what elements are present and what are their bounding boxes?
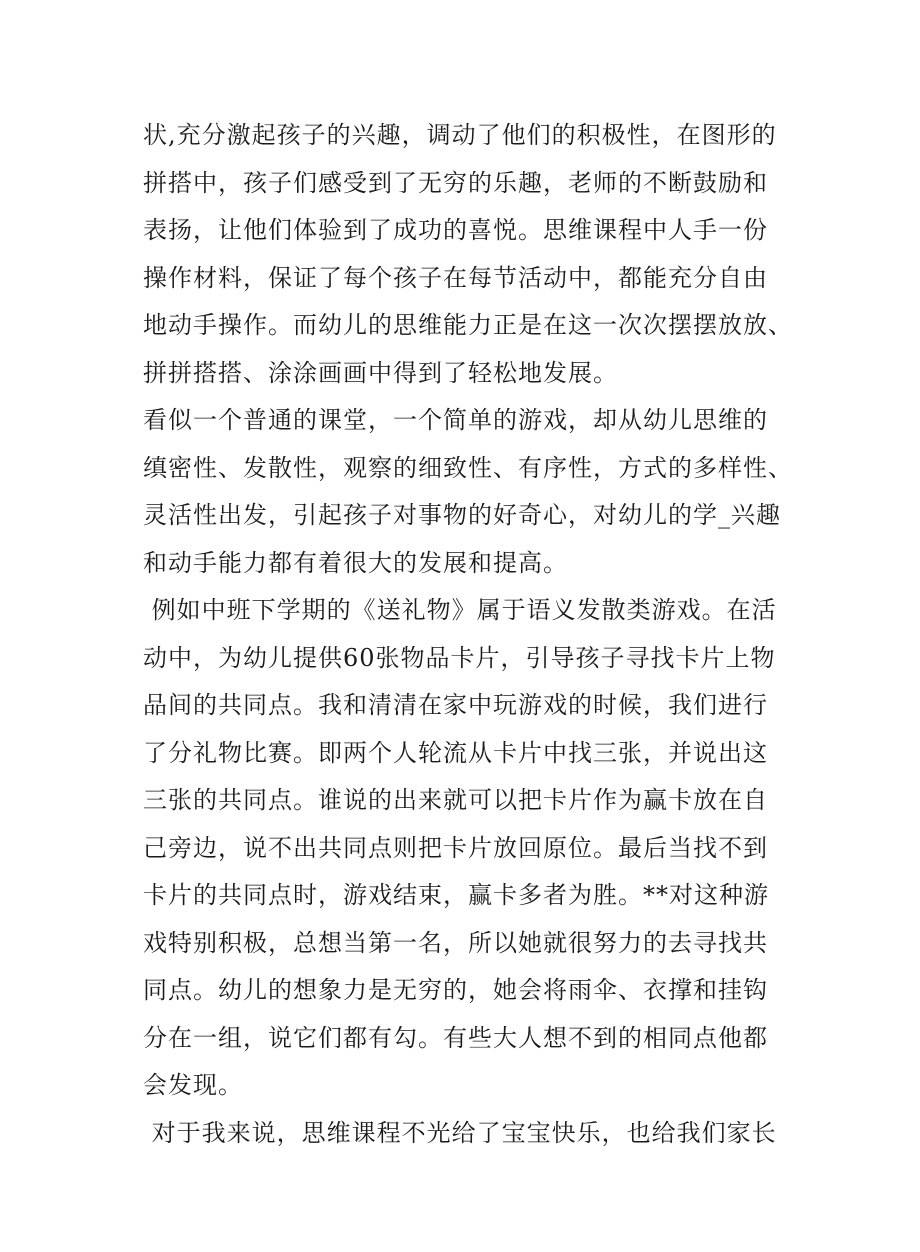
text-line: 操作材料，保证了每个孩子在每节活动中，都能充分自由: [143, 263, 768, 292]
text-line: 三张的共同点。谁说的出来就可以把卡片作为赢卡放在自: [143, 786, 768, 814]
text-line: 同点。幼儿的想象力是无穷的，她会将雨伞、衣撑和挂钩: [143, 976, 768, 1004]
body-text: [143, 112, 793, 1157]
text-line: 会发现。: [143, 1071, 243, 1099]
text-line: 了分礼物比赛。即两个人轮流从卡片中找三张，并说出这: [143, 738, 768, 767]
text-line: 分在一组，说它们都有勾。有些大人想不到的相同点他都: [143, 1023, 768, 1052]
text-line: 地动手操作。而幼儿的思维能力正是在这一次次摆摆放放、: [143, 311, 793, 339]
text-line: 品间的共同点。我和清清在家中玩游戏的时候，我们进行: [143, 691, 768, 719]
text-line: 卡片的共同点时，游戏结束，赢卡多者为胜。**对这种游: [143, 881, 769, 909]
text-line: 拼搭中，孩子们感受到了无穷的乐趣，老师的不断鼓励和: [143, 168, 768, 197]
text-line: 和动手能力都有着很大的发展和提高。: [143, 548, 568, 577]
text-line: 戏特别积极，总想当第一名，所以她就很努力的去寻找共: [143, 928, 768, 957]
text-line: 动中，为幼儿提供60张物品卡片，引导孩子寻找卡片上物: [143, 643, 776, 672]
text-line: 缜密性、发散性，观察的细致性、有序性，方式的多样性、: [143, 453, 793, 482]
text-line: 表扬，让他们体验到了成功的喜悦。思维课程中人手一份: [143, 216, 768, 244]
text-line: 状,充分激起孩子的兴趣，调动了他们的积极性，在图形的: [143, 121, 777, 149]
text-line: 己旁边，说不出共同点则把卡片放回原位。最后当找不到: [143, 833, 768, 862]
text-line: 灵活性出发，引起孩子对事物的好奇心，对幼儿的学_兴趣: [143, 501, 781, 529]
text-line: 看似一个普通的课堂，一个简单的游戏，却从幼儿思维的: [143, 406, 768, 434]
text-line: 对于我来说，思维课程不光给了宝宝快乐，也给我们家长: [143, 1118, 777, 1147]
text-line: 拼拼搭搭、涂涂画画中得到了轻松地发展。: [143, 358, 618, 387]
text-line: 例如中班下学期的《送礼物》属于语义发散类游戏。在活: [143, 596, 777, 624]
